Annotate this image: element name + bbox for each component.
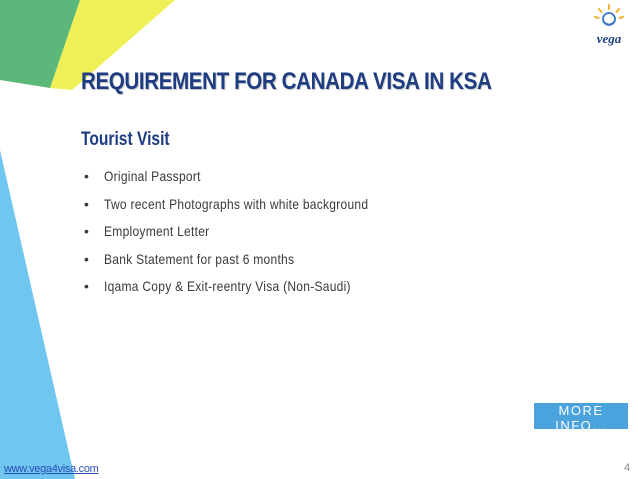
bullet-icon: • [84,250,89,267]
website-link[interactable]: www.vega4visa.com [4,463,99,475]
list-item [84,166,411,194]
list-item [84,194,411,222]
list-item [84,276,411,304]
list-item-text: Bank Statement for past 6 months [104,250,295,267]
logo-text: vega [596,31,622,46]
section-heading: Tourist Visit [81,129,170,150]
more-info-button[interactable]: MORE INFO… [534,403,628,429]
page-number: 4 [624,462,631,474]
bullet-icon: • [84,195,89,212]
list-item [84,249,411,277]
list-item-text: Two recent Photographs with white background [104,195,369,212]
bullet-icon: • [84,168,89,184]
light-blue-stripe [0,150,75,479]
vega-logo [584,2,634,50]
list-item-text: Iqama Copy & Exit-reentry Visa (Non-Saudi) [104,278,351,294]
list-item [84,221,411,249]
slide-title: REQUIREMENT FOR CANADA VISA IN KSA [81,68,492,95]
bullet-icon: • [84,223,89,239]
bullet-icon: • [84,278,89,294]
list-item-text: Original Passport [104,168,201,184]
requirements-list [84,166,411,304]
list-item-text: Employment Letter [104,223,210,239]
sun-icon [595,5,623,25]
